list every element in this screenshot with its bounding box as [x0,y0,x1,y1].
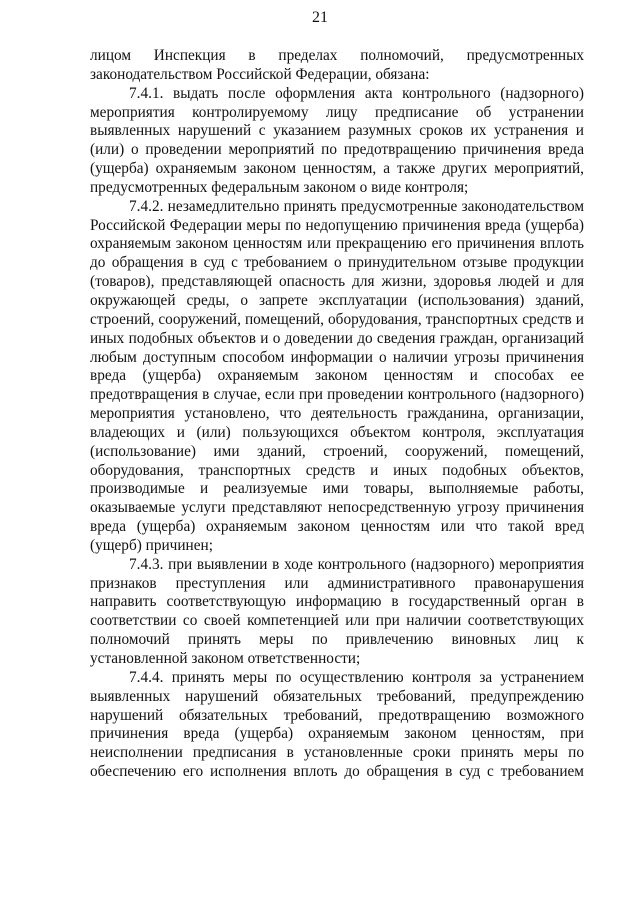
paragraph-intro: лицом Инспекция в пределах полномочий, предусмотренных законодательством Российской Федерации, обязана: [90,47,584,83]
paragraph-7-4-4: 7.4.4. принять меры по осуществлению контроля за устранением выявленных нарушений обязательных требований, предупреждению нарушений обязательных требований, предотвращению возможного причинения вреда (ущерба) охраняемым законом ценностям, при неисполнении предписания в установленные сроки принять меры по обеспечению его исполнения вплоть до обращения в суд с требованием [90,668,584,781]
page-number: 21 [312,9,328,26]
paragraph-7-4-2: 7.4.2. незамедлительно принять предусмотренные законодательством Российской Федерации меры по недопущению причинения вреда (ущерба) охраняемым законом ценностям или прекращению его причинения вплоть до обращения в суд с требованием о принудительном отзыве продукции (товаров), представляющей опасность для жизни, здоровья людей и для окружающей среды, о запрете эксплуатации (использования) зданий, строений, сооружений, помещений, оборудования, транспортных средств и иных подобных объектов и о доведении до сведения граждан, организаций любым доступным способом информации о наличии угрозы причинения вреда (ущерба) охраняемым законом ценностям и способах ее предотвращения в случае, если при проведении контрольного (надзорного) мероприятия установлено, что деятельность гражданина, организации, владеющих и (или) пользующихся объектом контроля, эксплуатация (использование) ими зданий, строений, сооружений, помещений, оборудования, транспортных средств и иных подобных объектов, производимые и реализуемые ими товары, выполняемые работы, оказываемые услуги представляют непосредственную угрозу причинения вреда (ущерба) охраняемым законом ценностям или что такой вред (ущерб) причинен; [90,197,584,554]
paragraph-7-4-1: 7.4.1. выдать после оформления акта контрольного (надзорного) мероприятия контролируемому лицу предписание об устранении выявленных нарушений с указанием разумных сроков их устранения и (или) о проведении мероприятий по предотвращению причинения вреда (ущерба) охраняемым законом ценностям, а также других мероприятий, предусмотренных федеральным законом о виде контроля; [90,84,584,196]
paragraph-7-4-3: 7.4.3. при выявлении в ходе контрольного (надзорного) мероприятия признаков преступления или административного правонарушения направить соответствующую информацию в государственный орган в соответствии со своей компетенцией или при наличии соответствующих полномочий принять меры по привлечению виновных лиц к установленной законом ответственности; [90,555,584,667]
document-body [90,47,584,782]
